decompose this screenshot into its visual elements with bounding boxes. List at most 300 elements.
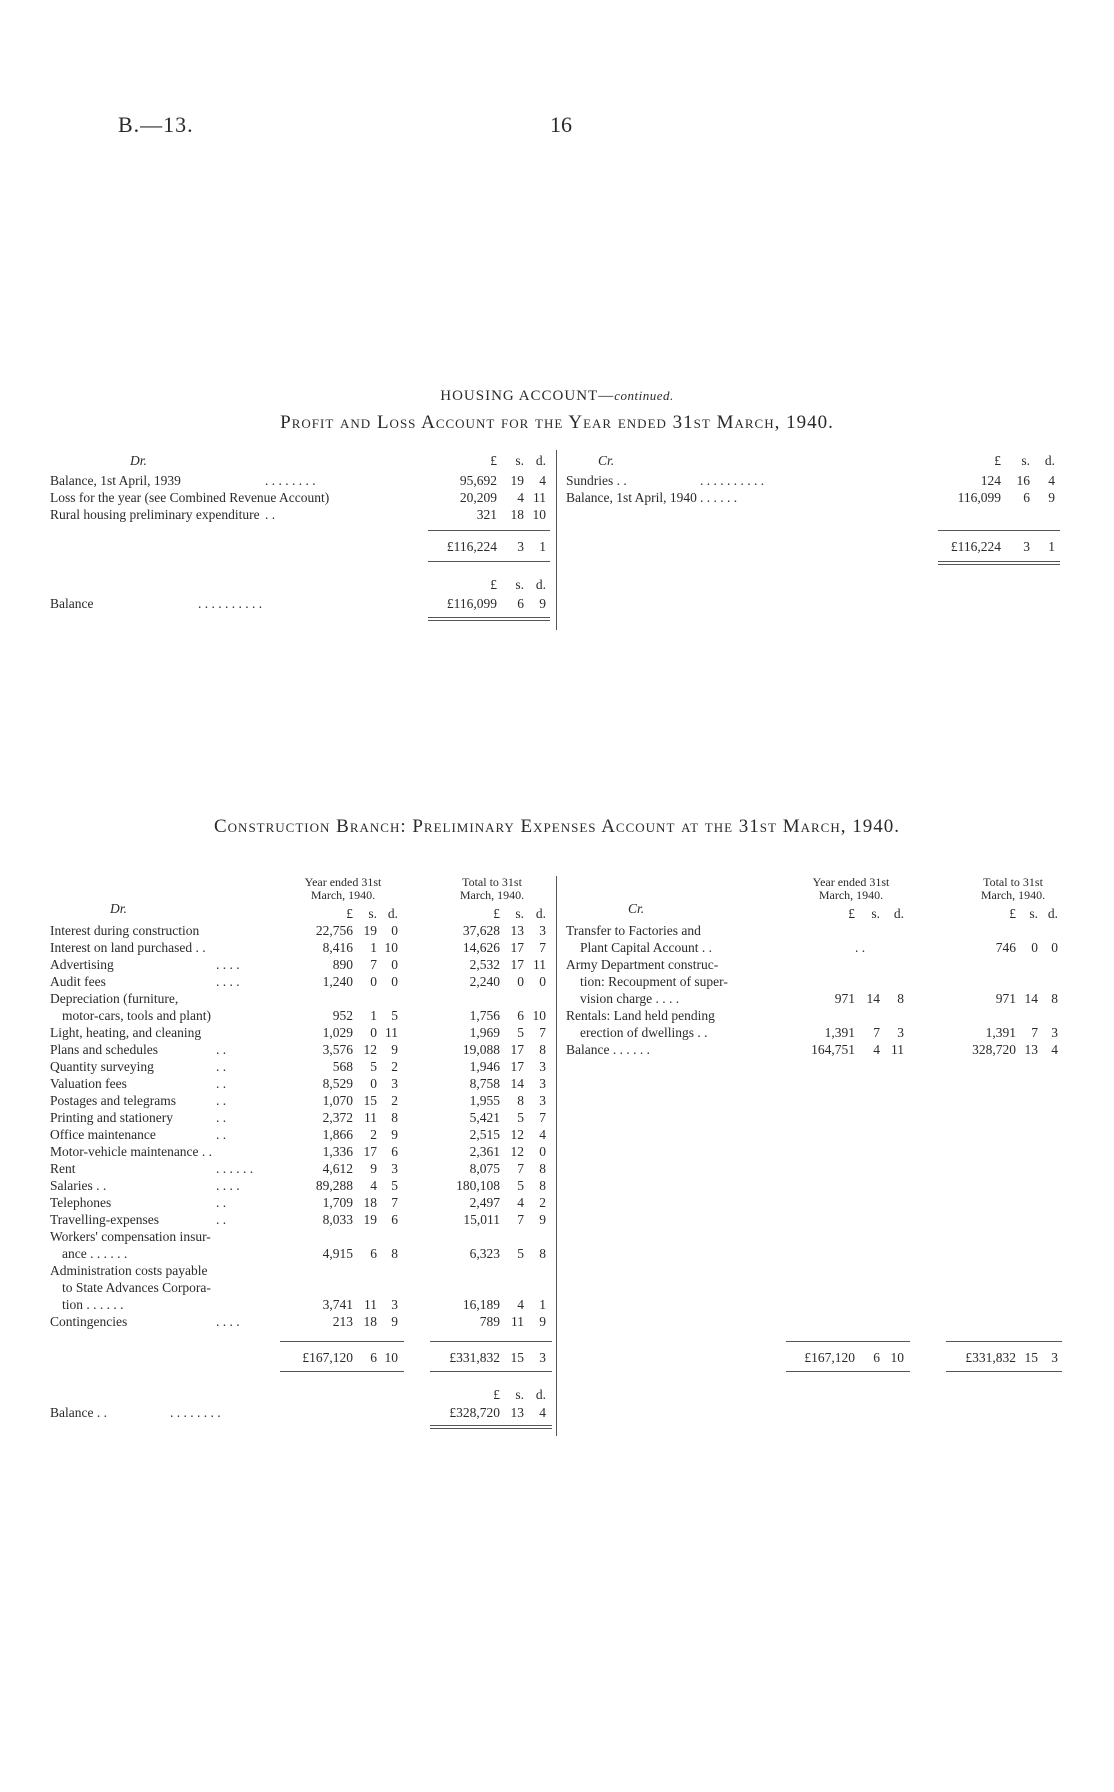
credit-total-pounds: 328,720 xyxy=(972,1042,1016,1057)
balance-rule xyxy=(428,617,550,618)
debit-total-pounds: 8,758 xyxy=(469,1076,500,1091)
credit-year-pence: 3 xyxy=(897,1025,904,1040)
balance-double-rule xyxy=(428,620,550,621)
leader-dots: . . xyxy=(216,1093,227,1108)
debit-total-shillings: 3 xyxy=(517,539,524,554)
debit-total-pence: 8 xyxy=(539,1042,546,1057)
debit-total-pounds: 789 xyxy=(479,1314,500,1329)
debit-row-label: Loss for the year (see Combined Revenue Account) xyxy=(50,490,330,505)
balance-currency-header-shillings: s. xyxy=(515,1387,524,1402)
credit-year-shillings: 7 xyxy=(873,1025,880,1040)
credit-total-grand-total-shillings: 15 xyxy=(1024,1350,1038,1365)
debit-year-pounds: 1,240 xyxy=(322,974,353,989)
credit-row-label: Plant Capital Account . . xyxy=(580,940,712,955)
debit-year-pounds: 22,756 xyxy=(315,923,353,938)
debit-total-pounds: 2,497 xyxy=(469,1195,500,1210)
debit-total-currency-header-pence: d. xyxy=(535,906,546,921)
debit-total-shillings: 5 xyxy=(517,1178,524,1193)
debit-total-pence: 9 xyxy=(539,1212,546,1227)
debit-year-pounds: 1,709 xyxy=(322,1195,353,1210)
title-continued: continued. xyxy=(614,388,674,403)
credit-total-shillings: 0 xyxy=(1031,940,1038,955)
debit-total-shillings: 17 xyxy=(510,1042,524,1057)
debit-year-pence: 2 xyxy=(391,1059,398,1074)
balance-currency-header-pounds: £ xyxy=(493,1387,500,1402)
leader-dots: . . xyxy=(855,940,866,955)
credit-total-pence: 0 xyxy=(1051,940,1058,955)
credit-row-pence: 4 xyxy=(1048,473,1055,488)
credit-total-shillings: 3 xyxy=(1023,539,1030,554)
debit-year-pounds: 890 xyxy=(332,957,353,972)
debit-year-pounds: 89,288 xyxy=(315,1178,353,1193)
credit-total-total-rule xyxy=(946,1371,1062,1372)
credit-year-total-rule xyxy=(786,1371,910,1372)
balance-currency-header-pounds: £ xyxy=(490,577,497,592)
debit-row-label: motor-cars, tools and plant) xyxy=(62,1008,211,1023)
leader-dots: . . xyxy=(265,507,276,522)
debit-row-pence: 11 xyxy=(533,490,546,505)
debit-total-pence: 8 xyxy=(539,1161,546,1176)
credit-row-label: erection of dwellings . . xyxy=(580,1025,708,1040)
debit-row-shillings: 4 xyxy=(517,490,524,505)
debit-row-label: Contingencies xyxy=(50,1314,128,1329)
credit-total-currency-header-shillings: s. xyxy=(1029,906,1038,921)
debit-year-pence: 9 xyxy=(391,1127,398,1142)
balance-pence: 9 xyxy=(539,596,546,611)
debit-year-grand-total-pounds: £167,120 xyxy=(302,1350,353,1365)
debit-total-pence: 0 xyxy=(539,1144,546,1159)
debit-total-subtotal-rule xyxy=(430,1341,552,1342)
credit-year-column-header: March, 1940. xyxy=(818,888,884,902)
credit-total-column-header: Total to 31st xyxy=(983,875,1043,889)
debit-row-label: Rent xyxy=(50,1161,76,1176)
balance-double-rule xyxy=(430,1428,552,1429)
debit-year-pounds: 1,336 xyxy=(322,1144,353,1159)
debit-total-column-header: Total to 31st xyxy=(462,875,522,889)
debit-currency-header-pounds: £ xyxy=(490,453,497,468)
debit-row-label: ance . . . . . . xyxy=(62,1246,128,1261)
debit-row-label: Advertising xyxy=(50,957,114,972)
debit-year-pounds: 952 xyxy=(332,1008,353,1023)
debit-total-pounds: 1,955 xyxy=(469,1093,500,1108)
credit-year-subtotal-rule xyxy=(786,1341,910,1342)
debit-total-pence: 9 xyxy=(539,1314,546,1329)
debit-row-label: Office maintenance xyxy=(50,1127,156,1142)
debit-year-shillings: 4 xyxy=(370,1178,377,1193)
credit-total-pence: 8 xyxy=(1051,991,1058,1006)
credit-total-currency-header-pounds: £ xyxy=(1009,906,1016,921)
credit-year-pounds: 971 xyxy=(834,991,855,1006)
debit-year-shillings: 18 xyxy=(363,1314,377,1329)
debit-total-shillings: 7 xyxy=(517,1161,524,1176)
debit-year-shillings: 2 xyxy=(370,1127,377,1142)
debit-year-pence: 11 xyxy=(385,1025,398,1040)
debit-year-shillings: 18 xyxy=(363,1195,377,1210)
credit-year-pence: 11 xyxy=(891,1042,904,1057)
dr-label: Dr. xyxy=(130,453,147,468)
leader-dots: . . . . xyxy=(216,974,240,989)
debit-year-shillings: 1 xyxy=(370,1008,377,1023)
debit-row-label: Motor-vehicle maintenance . . xyxy=(50,1144,213,1159)
leader-dots: . . . . . . xyxy=(700,490,738,505)
credit-total-pence: 4 xyxy=(1051,1042,1058,1057)
leader-dots: . . xyxy=(216,1042,227,1057)
debit-total-pence: 3 xyxy=(539,1059,546,1074)
debit-year-total-rule xyxy=(280,1371,404,1372)
debit-year-pence: 5 xyxy=(391,1178,398,1193)
debit-total-pence: 7 xyxy=(539,940,546,955)
debit-year-pence: 0 xyxy=(391,957,398,972)
debit-year-shillings: 0 xyxy=(370,974,377,989)
debit-year-pounds: 1,029 xyxy=(322,1025,353,1040)
debit-row-label: Workers' compensation insur- xyxy=(50,1229,211,1244)
debit-total-pence: 7 xyxy=(539,1110,546,1125)
debit-total-pence: 2 xyxy=(539,1195,546,1210)
leader-dots: . . . . xyxy=(216,1314,240,1329)
credit-total-grand-total-pence: 3 xyxy=(1051,1350,1058,1365)
debit-year-pence: 2 xyxy=(391,1093,398,1108)
debit-total-shillings: 12 xyxy=(510,1127,524,1142)
debit-total-pence: 8 xyxy=(539,1178,546,1193)
debit-year-pence: 3 xyxy=(391,1297,398,1312)
debit-total-grand-total-pounds: £331,832 xyxy=(449,1350,500,1365)
debit-year-pounds: 1,070 xyxy=(322,1093,353,1108)
debit-row-label: Depreciation (furniture, xyxy=(50,991,179,1006)
credit-year-grand-total-pounds: £167,120 xyxy=(804,1350,855,1365)
debit-total-shillings: 5 xyxy=(517,1025,524,1040)
debit-row-label: Audit fees xyxy=(50,974,106,989)
debit-total-pence: 3 xyxy=(539,923,546,938)
debit-year-shillings: 17 xyxy=(363,1144,377,1159)
debit-year-pounds: 2,372 xyxy=(322,1110,353,1125)
debit-total-pounds: 8,075 xyxy=(469,1161,500,1176)
debit-row-shillings: 19 xyxy=(510,473,524,488)
credit-currency-header-pence: d. xyxy=(1044,453,1055,468)
leader-dots: . . xyxy=(216,1110,227,1125)
credit-currency-header-pounds: £ xyxy=(994,453,1001,468)
debit-total-currency-header-shillings: s. xyxy=(515,906,524,921)
credit-row-label: tion: Recoupment of super- xyxy=(580,974,728,989)
debit-total-pounds: 1,756 xyxy=(469,1008,500,1023)
debit-year-currency-header-pounds: £ xyxy=(346,906,353,921)
leader-dots: . . xyxy=(216,1195,227,1210)
credit-total-pence: 3 xyxy=(1051,1025,1058,1040)
debit-total-shillings: 14 xyxy=(510,1076,524,1091)
debit-year-shillings: 11 xyxy=(364,1297,377,1312)
debit-row-label: Balance, 1st April, 1939 xyxy=(50,473,181,488)
debit-year-shillings: 9 xyxy=(370,1161,377,1176)
debit-row-label: Postages and telegrams xyxy=(50,1093,176,1108)
debit-total-pence: 1 xyxy=(539,1297,546,1312)
credit-total-pounds: 971 xyxy=(995,991,1016,1006)
credit-total-pounds: 746 xyxy=(995,940,1016,955)
leader-dots: . . . . xyxy=(216,957,240,972)
credit-row-label: vision charge . . . . xyxy=(580,991,680,1006)
balance-pounds: £328,720 xyxy=(449,1405,500,1420)
debit-total-pounds: 2,361 xyxy=(469,1144,500,1159)
leader-dots: . . xyxy=(216,1059,227,1074)
credit-subtotal-rule xyxy=(938,530,1060,531)
debit-row-label: Printing and stationery xyxy=(50,1110,173,1125)
debit-year-grand-total-pence: 10 xyxy=(384,1350,398,1365)
debit-year-pounds: 8,033 xyxy=(322,1212,353,1227)
debit-year-column-header: March, 1940. xyxy=(310,888,376,902)
debit-total-pounds: 37,628 xyxy=(462,923,500,938)
debit-row-label: Interest on land purchased . . xyxy=(50,940,206,955)
debit-total-total-rule xyxy=(430,1371,552,1372)
debit-year-pence: 9 xyxy=(391,1042,398,1057)
housing-account-title: HOUSING ACCOUNT—continued. xyxy=(440,388,674,404)
leader-dots: . . . . . . . . xyxy=(265,473,316,488)
debit-total-shillings: 0 xyxy=(517,974,524,989)
debit-row-pence: 4 xyxy=(539,473,546,488)
credit-row-shillings: 6 xyxy=(1023,490,1030,505)
credit-year-currency-header-shillings: s. xyxy=(871,906,880,921)
debit-total-pounds: 15,011 xyxy=(463,1212,500,1227)
debit-total-shillings: 17 xyxy=(510,940,524,955)
debit-year-pence: 10 xyxy=(384,940,398,955)
debit-total-column-header: March, 1940. xyxy=(459,888,525,902)
credit-year-grand-total-shillings: 6 xyxy=(873,1350,880,1365)
debit-total-pence: 3 xyxy=(539,1076,546,1091)
debit-year-pounds: 4,612 xyxy=(322,1161,353,1176)
debit-year-shillings: 12 xyxy=(363,1042,377,1057)
credit-row-label: Sundries . . xyxy=(566,473,627,488)
debit-year-shillings: 0 xyxy=(370,1076,377,1091)
debit-year-pounds: 213 xyxy=(332,1314,353,1329)
debit-total-pounds: £116,224 xyxy=(446,539,497,554)
debit-year-pounds: 568 xyxy=(332,1059,353,1074)
debit-total-pence: 4 xyxy=(539,1127,546,1142)
debit-year-pence: 5 xyxy=(391,1008,398,1023)
debit-row-label: Rural housing preliminary expenditure xyxy=(50,507,260,522)
debit-currency-header-pence: d. xyxy=(535,453,546,468)
debit-total-pounds: 2,240 xyxy=(469,974,500,989)
credit-total-shillings: 7 xyxy=(1031,1025,1038,1040)
debit-total-shillings: 4 xyxy=(517,1297,524,1312)
debit-year-pence: 3 xyxy=(391,1076,398,1091)
debit-year-pounds: 8,529 xyxy=(322,1076,353,1091)
debit-year-pounds: 1,866 xyxy=(322,1127,353,1142)
debit-year-pounds: 8,416 xyxy=(322,940,353,955)
credit-total-column-header: March, 1940. xyxy=(980,888,1046,902)
debit-year-grand-total-shillings: 6 xyxy=(370,1350,377,1365)
credit-row-pounds: 116,099 xyxy=(957,490,1001,505)
credit-year-column-header: Year ended 31st xyxy=(812,875,890,889)
credit-total-pence: 1 xyxy=(1048,539,1055,554)
debit-row-pounds: 20,209 xyxy=(459,490,497,505)
balance-pounds: £116,099 xyxy=(446,596,497,611)
leader-dots: . . xyxy=(216,1212,227,1227)
credit-year-shillings: 4 xyxy=(873,1042,880,1057)
debit-year-shillings: 19 xyxy=(363,923,377,938)
debit-year-shillings: 11 xyxy=(364,1110,377,1125)
debit-total-pounds: 180,108 xyxy=(456,1178,500,1193)
debit-year-pence: 7 xyxy=(391,1195,398,1210)
debit-year-column-header: Year ended 31st xyxy=(304,875,382,889)
debit-total-pence: 11 xyxy=(533,957,546,972)
debit-row-label: Telephones xyxy=(50,1195,112,1210)
credit-total-currency-header-pence: d. xyxy=(1047,906,1058,921)
debit-year-currency-header-pence: d. xyxy=(387,906,398,921)
debit-total-pence: 3 xyxy=(539,1093,546,1108)
debit-total-shillings: 17 xyxy=(510,1059,524,1074)
balance-pence: 4 xyxy=(539,1405,546,1420)
debit-year-pence: 0 xyxy=(391,923,398,938)
debit-row-label: Travelling-expenses xyxy=(50,1212,159,1227)
cr-label: Cr. xyxy=(598,453,615,468)
credit-total-double-rule xyxy=(938,564,1060,565)
debit-row-label: Interest during construction xyxy=(50,923,200,938)
debit-total-shillings: 12 xyxy=(510,1144,524,1159)
debit-total-shillings: 5 xyxy=(517,1110,524,1125)
balance-label: Balance xyxy=(50,596,94,611)
debit-year-pence: 0 xyxy=(391,974,398,989)
debit-row-pounds: 95,692 xyxy=(459,473,497,488)
debit-total-shillings: 4 xyxy=(517,1195,524,1210)
debit-year-pence: 6 xyxy=(391,1212,398,1227)
debit-total-shillings: 6 xyxy=(517,1008,524,1023)
debit-row-pounds: 321 xyxy=(476,507,497,522)
balance-label: Balance . . xyxy=(50,1405,107,1420)
credit-year-currency-header-pence: d. xyxy=(893,906,904,921)
debit-year-shillings: 19 xyxy=(363,1212,377,1227)
credit-total-pounds: 1,391 xyxy=(985,1025,1016,1040)
balance-currency-header-pence: d. xyxy=(535,1387,546,1402)
debit-subtotal-rule xyxy=(428,530,550,531)
debit-year-pence: 9 xyxy=(391,1314,398,1329)
debit-total-pence: 0 xyxy=(539,974,546,989)
debit-year-pence: 3 xyxy=(391,1161,398,1176)
debit-total-pounds: 5,421 xyxy=(469,1110,500,1125)
debit-total-currency-header-pounds: £ xyxy=(493,906,500,921)
debit-row-label: Salaries . . xyxy=(50,1178,107,1193)
profit-loss-subtitle: Profit and Loss Account for the Year ended 31st March, 1940. xyxy=(280,412,834,433)
debit-row-shillings: 18 xyxy=(510,507,524,522)
credit-currency-header-shillings: s. xyxy=(1021,453,1030,468)
debit-total-pence: 7 xyxy=(539,1025,546,1040)
leader-dots: . . . . . . . . . . xyxy=(700,473,765,488)
credit-row-label: Army Department construc- xyxy=(566,957,719,972)
debit-total-shillings: 11 xyxy=(511,1314,524,1329)
balance-shillings: 13 xyxy=(510,1405,524,1420)
debit-year-shillings: 6 xyxy=(370,1246,377,1261)
debit-row-label: to State Advances Corpora- xyxy=(62,1280,211,1295)
debit-row-label: Administration costs payable xyxy=(50,1263,208,1278)
debit-year-shillings: 1 xyxy=(370,940,377,955)
debit-row-label: Quantity surveying xyxy=(50,1059,154,1074)
debit-total-pounds: 2,515 xyxy=(469,1127,500,1142)
debit-total-pounds: 19,088 xyxy=(462,1042,500,1057)
credit-year-grand-total-pence: 10 xyxy=(890,1350,904,1365)
leader-dots: . . xyxy=(216,1076,227,1091)
debit-total-pounds: 2,532 xyxy=(469,957,500,972)
debit-currency-header-shillings: s. xyxy=(515,453,524,468)
debit-total-grand-total-pence: 3 xyxy=(539,1350,546,1365)
debit-total-shillings: 7 xyxy=(517,1212,524,1227)
dr-label: Dr. xyxy=(110,901,127,916)
debit-total-pence: 10 xyxy=(532,1008,546,1023)
credit-total-shillings: 13 xyxy=(1024,1042,1038,1057)
debit-total-pounds: 1,946 xyxy=(469,1059,500,1074)
credit-row-label: Rentals: Land held pending xyxy=(566,1008,715,1023)
debit-year-shillings: 15 xyxy=(363,1093,377,1108)
debit-total-pounds: 6,323 xyxy=(469,1246,500,1261)
debit-total-pence: 8 xyxy=(539,1246,546,1261)
credit-row-label: Balance . . . . . . xyxy=(566,1042,650,1057)
debit-year-pounds: 3,741 xyxy=(322,1297,353,1312)
debit-row-label: tion . . . . . . xyxy=(62,1297,124,1312)
debit-year-pence: 6 xyxy=(391,1144,398,1159)
debit-row-pence: 10 xyxy=(532,507,546,522)
debit-year-subtotal-rule xyxy=(280,1341,404,1342)
center-divider xyxy=(556,450,557,630)
credit-total-pounds: £116,224 xyxy=(950,539,1001,554)
credit-year-pence: 8 xyxy=(897,991,904,1006)
debit-year-currency-header-shillings: s. xyxy=(368,906,377,921)
debit-row-label: Valuation fees xyxy=(50,1076,127,1091)
leader-dots: . . . . . . . . . . xyxy=(198,596,263,611)
construction-branch-title: Construction Branch: Preliminary Expenses Account at the 31st March, 1940. xyxy=(214,816,900,837)
debit-total-shillings: 17 xyxy=(510,957,524,972)
credit-total-shillings: 14 xyxy=(1024,991,1038,1006)
credit-total-rule xyxy=(938,561,1060,562)
credit-year-pounds: 164,751 xyxy=(811,1042,855,1057)
leader-dots: . . . . xyxy=(216,1178,240,1193)
debit-total-pounds: 16,189 xyxy=(462,1297,500,1312)
debit-total-pounds: 1,969 xyxy=(469,1025,500,1040)
credit-row-pounds: 124 xyxy=(980,473,1001,488)
debit-year-pence: 8 xyxy=(391,1246,398,1261)
balance-rule xyxy=(430,1425,552,1426)
page-number: 16 xyxy=(550,112,572,137)
credit-total-grand-total-pounds: £331,832 xyxy=(965,1350,1016,1365)
debit-total-pounds: 14,626 xyxy=(462,940,500,955)
document-reference: B.—13. xyxy=(118,112,194,137)
center-divider xyxy=(556,876,557,1436)
credit-total-subtotal-rule xyxy=(946,1341,1062,1342)
debit-total-shillings: 5 xyxy=(517,1246,524,1261)
debit-year-pounds: 3,576 xyxy=(322,1042,353,1057)
leader-dots: . . xyxy=(216,1127,227,1142)
credit-row-shillings: 16 xyxy=(1016,473,1030,488)
credit-year-pounds: 1,391 xyxy=(824,1025,855,1040)
debit-total-rule xyxy=(428,561,550,562)
credit-row-pence: 9 xyxy=(1048,490,1055,505)
debit-year-pounds: 4,915 xyxy=(322,1246,353,1261)
credit-row-label: Balance, 1st April, 1940 xyxy=(566,490,697,505)
debit-total-pence: 1 xyxy=(539,539,546,554)
balance-currency-header-pence: d. xyxy=(535,577,546,592)
debit-year-pence: 8 xyxy=(391,1110,398,1125)
debit-year-shillings: 0 xyxy=(370,1025,377,1040)
cr-label: Cr. xyxy=(628,901,645,916)
balance-currency-header-shillings: s. xyxy=(515,577,524,592)
debit-year-shillings: 5 xyxy=(370,1059,377,1074)
credit-year-shillings: 14 xyxy=(866,991,880,1006)
debit-total-grand-total-shillings: 15 xyxy=(510,1350,524,1365)
leader-dots: . . . . . . xyxy=(216,1161,254,1176)
credit-year-currency-header-pounds: £ xyxy=(848,906,855,921)
debit-row-label: Plans and schedules xyxy=(50,1042,158,1057)
debit-total-shillings: 8 xyxy=(517,1093,524,1108)
credit-row-label: Transfer to Factories and xyxy=(566,923,701,938)
debit-year-shillings: 7 xyxy=(370,957,377,972)
debit-row-label: Light, heating, and cleaning xyxy=(50,1025,202,1040)
balance-shillings: 6 xyxy=(517,596,524,611)
debit-total-shillings: 13 xyxy=(510,923,524,938)
leader-dots: . . . . . . . . xyxy=(170,1405,221,1420)
